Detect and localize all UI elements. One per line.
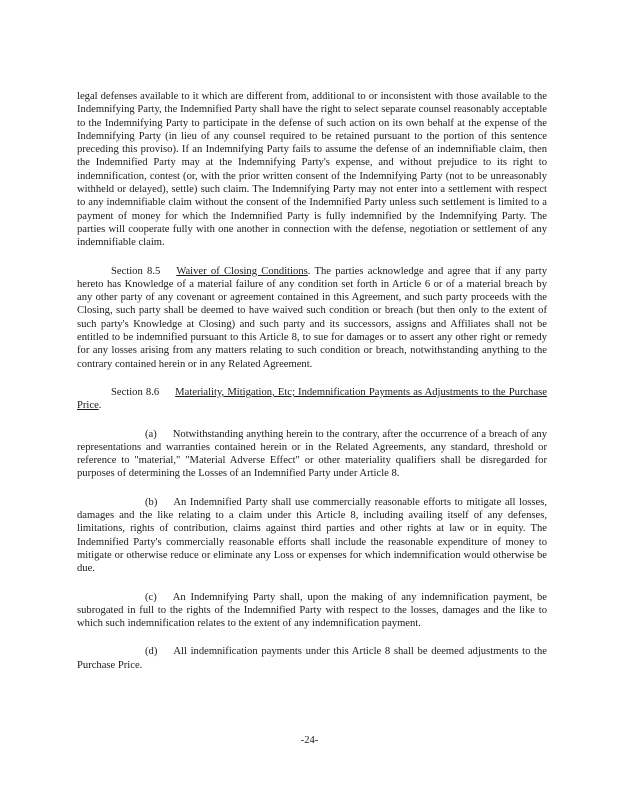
clause-text: Notwithstanding anything herein to the contrary, after the occurrence of a breach of any representations and warranties contained herein or in the Related Agreements, any standard, threshold or reference to "material," "Material Adverse Effect" or other materiality qualifiers shall be disregarded for purposes of determining the Losses of an Indemnified Party under Article 8.	[77, 428, 547, 480]
section-number: Section 8.6	[111, 386, 160, 398]
clause-d	[77, 645, 547, 672]
clause-label: (c)	[145, 591, 157, 603]
clause-label: (b)	[145, 496, 158, 508]
page-number: -24-	[300, 735, 319, 746]
section-8-6-heading	[77, 386, 547, 413]
clause-c	[77, 591, 547, 631]
clause-label: (d)	[145, 646, 158, 658]
clause-label: (a)	[145, 428, 157, 440]
document-page	[77, 90, 547, 687]
paragraph-indemnification-defense	[77, 90, 547, 250]
clause-b	[77, 496, 547, 576]
section-title: Waiver of Closing Conditions	[176, 265, 308, 277]
section-number: Section 8.5	[111, 265, 161, 277]
section-title: Materiality, Mitigation, Etc; Indemnification Payments as Adjustments to the Purchase Price	[77, 386, 547, 412]
section-8-5	[77, 265, 547, 371]
clause-a	[77, 428, 547, 481]
clause-text: An Indemnifying Party shall, upon the making of any indemnification payment, be subrogated in full to the rights of the Indemnified Party with respect to the losses, damages and the like to which such indemnification relates to the extent of any indemnification payment.	[77, 591, 547, 630]
paragraph-text: legal defenses available to it which are different from, additional to or inconsistent with those available to the Indemnifying Party, the Indemnified Party shall have the right to select separate counsel reasonably acceptable to the Indemnifying Party to participate in the defense of such action on its own behalf at the expense of the Indemnifying Party (in lieu of any counsel required to be retained pursuant to the portion of this sentence preceding this proviso). If an Indemnifying Party fails to assume the defense of an indemnifiable claim, then the Indemnified Party may at the Indemnifying Party's expense, and without prejudice to its right to indemnification, contest (or, with the prior written consent of the Indemnifying Party (not to be unreasonably withheld or delayed), settle) such claim. The Indemnifying Party may not enter into a settlement with respect to any indemnifiable claim without the consent of the Indemnified Party unless such settlement is limited to a payment of money for which the Indemnified Party is fully indemnified by the Indemnifying Party. The parties will cooperate fully with one another in connection with the defense, negotiation or settlement of any indemnifiable claim.	[77, 91, 547, 249]
clause-text: An Indemnified Party shall use commercially reasonable efforts to mitigate all losses, damages and the like relating to a claim under this Article 8, including availing itself of any defenses, limitations, rights of contribution, claims against third parties and other rights at law or in equity. The Indemnified Party's commercially reasonable efforts shall include the reasonable expenditure of money to mitigate or otherwise reduce or eliminate any Loss or expenses for which indemnification would otherwise be due.	[77, 496, 547, 575]
section-title-end: .	[98, 400, 102, 412]
clause-text: All indemnification payments under this Article 8 shall be deemed adjustments to the Purchase Price.	[77, 646, 547, 671]
section-text: . The parties acknowledge and agree that if any party hereto has Knowledge of a material failure of any condition set forth in Article 6 or of a material breach by any other party of any covenant or agreement contained in this Agreement, and such party proceeds with the Closing, such party shall be deemed to have waived such condition or breach (but then only to the extent of such party's Knowledge at Closing) and such party and its successors, assigns and Affiliates shall not be entitled to be indemnified pursuant to this Article 8, to sue for damages or to assert any other right or remedy for any losses arising from any matters relating to such condition or breach, notwithstanding anything to the contrary contained herein or in any Related Agreement.	[77, 265, 548, 370]
